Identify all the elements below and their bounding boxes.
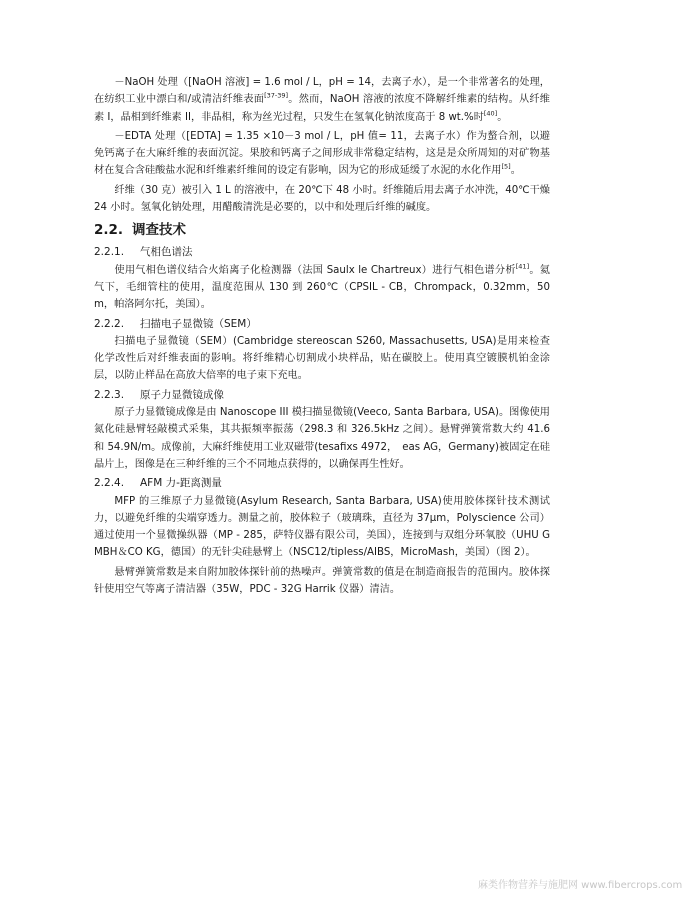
gc-text-1: 使用气相色谱仪结合火焰离子化检测器（法国 Saulx le Chartreux）进行气相色谱分析	[114, 264, 516, 276]
sem-paragraph: 扫描电子显微镜（SEM）(Cambridge stereoscan S260, Massachusetts, USA)是用来检查化学改性后对纤维表面的影响。将纤维精心切割成小块样品，贴在碳胶上。使用真空镀膜机铂金涂层，以防止样品在高放大倍率的电子束下充电。	[94, 335, 550, 382]
naoh-text-2: 。然而，NaOH 溶液的浓度不降解纤维素的结构。从纤维素 I，晶相到纤维素 II，非晶相，称为丝光过程，只发生在氢氧化钠浓度高于 8 wt.%时	[94, 94, 550, 123]
subsection-title: AFM 力-距离测量	[140, 477, 222, 490]
section-title: 调查技术	[132, 222, 186, 239]
fiber-treatment-paragraph: 纤维（30 克）被引入 1 L 的溶液中，在 20℃下 48 小时。纤维随后用去离子水冲洗，40℃干燥 24 小时。氢氧化钠处理，用醋酸清洗是必要的，以中和处理后纤维的碱度。	[94, 184, 550, 214]
gc-paragraph	[94, 262, 550, 314]
subsection-number: 2.2.3.	[94, 388, 125, 401]
subsection-heading-afm-force	[94, 475, 550, 492]
naoh-text-3: 。	[497, 111, 508, 123]
subsection-number: 2.2.4.	[94, 477, 125, 490]
subsection-title: 原子力显微镜成像	[140, 388, 224, 401]
cantilever-paragraph: 悬臂弹簧常数是来自附加胶体探针前的热噪声。弹簧常数的值是在制造商报告的范围内。胶体探针使用空气等离子清洁器（35W，PDC - 32G Harrik 仪器）清洁。	[94, 566, 550, 596]
citation-37-39: [37-39]	[264, 91, 289, 100]
naoh-treatment-paragraph	[94, 74, 550, 126]
edta-treatment-paragraph	[94, 128, 550, 180]
site-watermark: 麻类作物营养与施肥网 www.fibercrops.com	[478, 880, 682, 891]
subsection-number: 2.2.1.	[94, 246, 125, 259]
subsection-title: 扫描电子显微镜（SEM）	[140, 317, 257, 330]
edta-text-2: 。	[510, 165, 521, 177]
edta-text-1: －EDTA 处理（[EDTA] = 1.35 ×10－3 mol / L，pH 值= 11，去离子水）作为螯合剂，以避免钙离子在大麻纤维的表面沉淀。果胶和钙离子之间形成非常稳定结构，这是是众所周知的对矿物基材在复合含硅酸盐水泥和纤维素纤维间的设定有影响，因为它的形成延缓了水泥的水化作用	[94, 130, 550, 177]
subsection-title: 气相色谱法	[140, 246, 193, 259]
page-content	[94, 74, 550, 600]
section-number: 2.2.	[94, 222, 124, 239]
subsection-heading-afm-imaging	[94, 387, 550, 404]
subsection-number: 2.2.2.	[94, 317, 125, 330]
citation-5: [5]	[501, 163, 511, 172]
afm-force-paragraph: MFP 的三维原子力显微镜(Asylum Research, Santa Barbara, USA)使用胶体探针技术测试力，以避免纤维的尖端穿透力。测量之前，胶体粒子（玻璃珠，直径为 37μm，Polyscience 公司）通过使用一个显微操纵器（MP - 285，萨特仪器有限公司，美国），连接到与双组分环氧胶（UHU GMBH＆CO KG，德国）的无针尖硅悬臂上（NSC12/tipless/AIBS，MicroMash，美国）（图 2）。	[94, 495, 550, 559]
subsection-heading-gc	[94, 244, 550, 261]
section-heading	[94, 220, 550, 240]
subsection-heading-sem	[94, 316, 550, 333]
afm-imaging-paragraph: 原子力显微镜成像是由 Nanoscope III 模扫描显微镜(Veeco, Santa Barbara, USA)。图像使用氮化硅悬臂轻敲模式采集，其共振频率振荡（298.3 和 326.5kHz 之间）。悬臂弹簧常数大约 41.6 和 54.9N/m。成像前，大麻纤维使用工业双磁带(tesafixs 4972， eas AG，Germany)被固定在硅晶片上，图像是在三种纤维的三个不同地点获得的，以确保再生性好。	[94, 407, 550, 470]
citation-41: [41]	[515, 262, 530, 271]
gc-text-2: 。氦气下，毛细管柱的使用，温度范围从 130 到 260℃（CPSIL - CB，Chrompack，0.32mm，50m，帕洛阿尔托，美国）。	[94, 264, 550, 311]
citation-40: [40]	[483, 109, 498, 118]
naoh-text-1: －NaOH 处理（[NaOH 溶液] = 1.6 mol / L，pH = 14，去离子水），是一个非常著名的处理，在纺织工业中漂白和/或清洁纤维表面	[94, 77, 550, 106]
